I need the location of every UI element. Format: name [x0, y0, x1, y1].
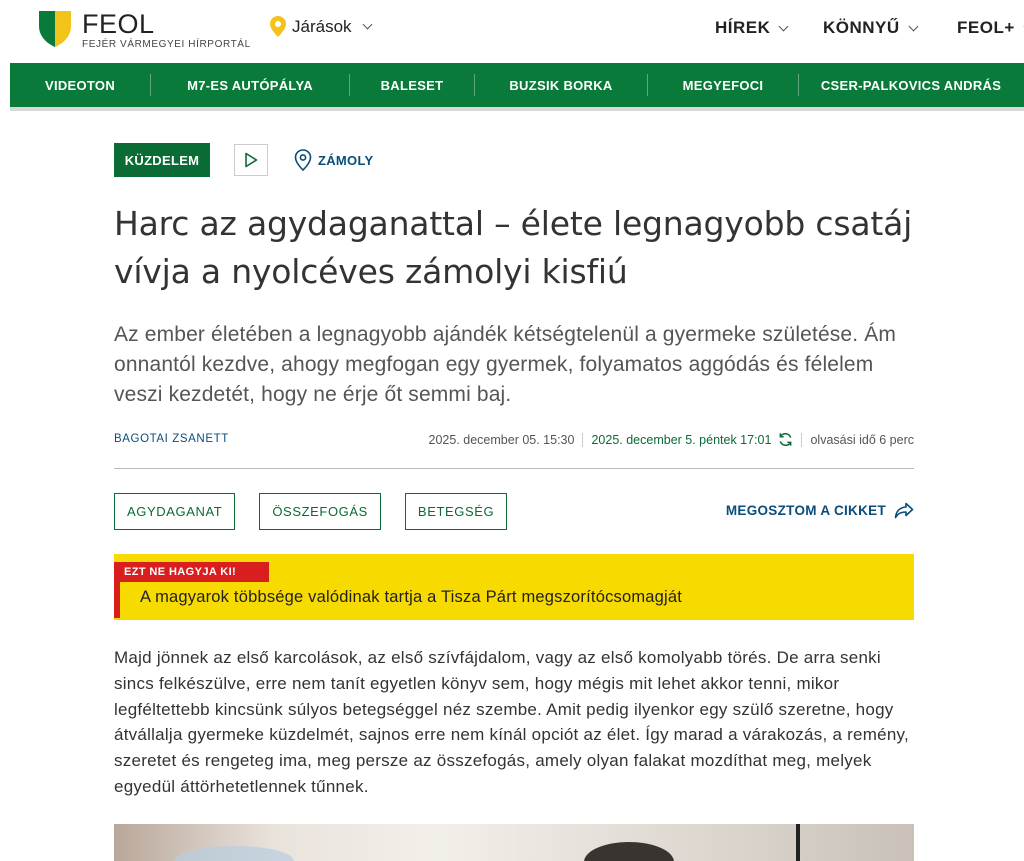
tag-osszefogas[interactable]: ÖSSZEFOGÁS	[259, 493, 381, 530]
site-header	[0, 0, 1024, 63]
topic-link-videoton[interactable]: VIDEOTON	[44, 77, 116, 93]
divider	[10, 107, 1024, 111]
topic-link-baleset[interactable]: BALESET	[380, 77, 444, 93]
promo-box[interactable]	[114, 554, 914, 620]
article-lead: Az ember életében a legnagyobb ajándék kétségtelenül a gyermeke születése. Ám onnantól kezdve, ahogy megfogan egy gyermek, folyamatos aggódás és félelem veszi kezdetét, hogy ne érje őt semmi baj.	[114, 323, 897, 406]
video-play-button[interactable]	[234, 144, 268, 176]
chevron-down-icon	[908, 21, 918, 31]
divider	[114, 468, 914, 469]
play-icon	[244, 152, 258, 168]
article-photo	[114, 824, 914, 861]
updated-date: 2025. december 5. péntek 17:01	[591, 432, 772, 447]
tag-list	[114, 493, 507, 530]
nav-item-hirek[interactable]	[715, 18, 787, 38]
nav-item-feol-plus[interactable]	[957, 18, 1024, 38]
article-dates	[429, 432, 914, 447]
article-title	[114, 200, 1024, 296]
nav-item-konnyu[interactable]	[823, 18, 917, 38]
article-body-paragraph: Majd jönnek az első karcolások, az első szívfájdalom, vagy az első komolyabb törés. De arra senki sincs felkészülve, erre nem tanít egyetlen könyv sem, hogy mégis mit lehet akkor tenni, mikor legféltettebb kincsünk súlyos betegséggel néz szembe. Amit pedig ilyenkor egy szülő szeretne, hogy átvállalja gyermeke küzdelmét, sajnos erre nem kínál opciót az élet. Így marad a várakozás, a remény, szeretet és rengeteg ima, meg persze az összefogás, amely olyan falakat mozdíthat meg, melyek egyedül áttörhetetlennek tűnnek.	[114, 648, 910, 796]
location-pin-icon	[270, 16, 286, 37]
share-article-button[interactable]	[726, 502, 914, 519]
category-badge[interactable]: KÜZDELEM	[114, 143, 210, 177]
topic-link-megyefoci[interactable]: MEGYEFOCI	[682, 77, 764, 93]
site-subtitle: FEJÉR VÁRMEGYEI HÍRPORTÁL	[82, 39, 251, 50]
districts-label: Járások	[292, 16, 352, 36]
location-label: ZÁMOLY	[318, 152, 374, 168]
promo-accent-bar	[114, 582, 120, 618]
promo-label: EZT NE HAGYJA KI!	[114, 562, 269, 582]
chevron-down-icon	[362, 20, 372, 30]
author-link[interactable]: BAGOTAI ZSANETT	[114, 433, 229, 445]
tag-betegseg[interactable]: BETEGSÉG	[405, 493, 507, 530]
topic-link-cser-palkovics[interactable]: CSER-PALKOVICS ANDRÁS	[820, 77, 1002, 93]
nav-label: HÍREK	[715, 18, 771, 37]
site-logo[interactable]	[38, 9, 251, 50]
topic-link-m7[interactable]: M7-ES AUTÓPÁLYA	[187, 77, 313, 93]
divider	[801, 433, 802, 447]
promo-link[interactable]: A magyarok többsége valódinak tartja a Tisza Párt megszorítócsomagját	[140, 588, 683, 606]
nav-label: KÖNNYŰ	[823, 18, 900, 37]
published-date: 2025. december 05. 15:30	[428, 432, 575, 447]
share-label: MEGOSZTOM A CIKKET	[725, 503, 886, 518]
chevron-down-icon	[779, 21, 789, 31]
districts-dropdown[interactable]	[270, 16, 371, 37]
topic-link-buzsik-borka[interactable]: BUZSIK BORKA	[509, 77, 613, 93]
location-pin-icon	[294, 149, 312, 171]
nav-label: FEOL+	[957, 18, 1015, 37]
tag-agydaganat[interactable]: AGYDAGANAT	[114, 493, 235, 530]
share-icon	[894, 502, 914, 519]
site-name: FEOL	[82, 9, 155, 39]
location-link[interactable]	[294, 149, 374, 171]
refresh-icon	[778, 432, 793, 447]
article-title-line1: Harc az agydaganattal – élete legnagyobb csatáj	[114, 204, 913, 243]
divider	[582, 433, 583, 447]
shield-logo-icon	[38, 10, 72, 48]
article-title-line2: vívja a nyolcéves zámolyi kisfiú	[114, 252, 628, 291]
reading-time: olvasási idő 6 perc	[810, 432, 914, 447]
topic-bar	[10, 63, 1024, 107]
